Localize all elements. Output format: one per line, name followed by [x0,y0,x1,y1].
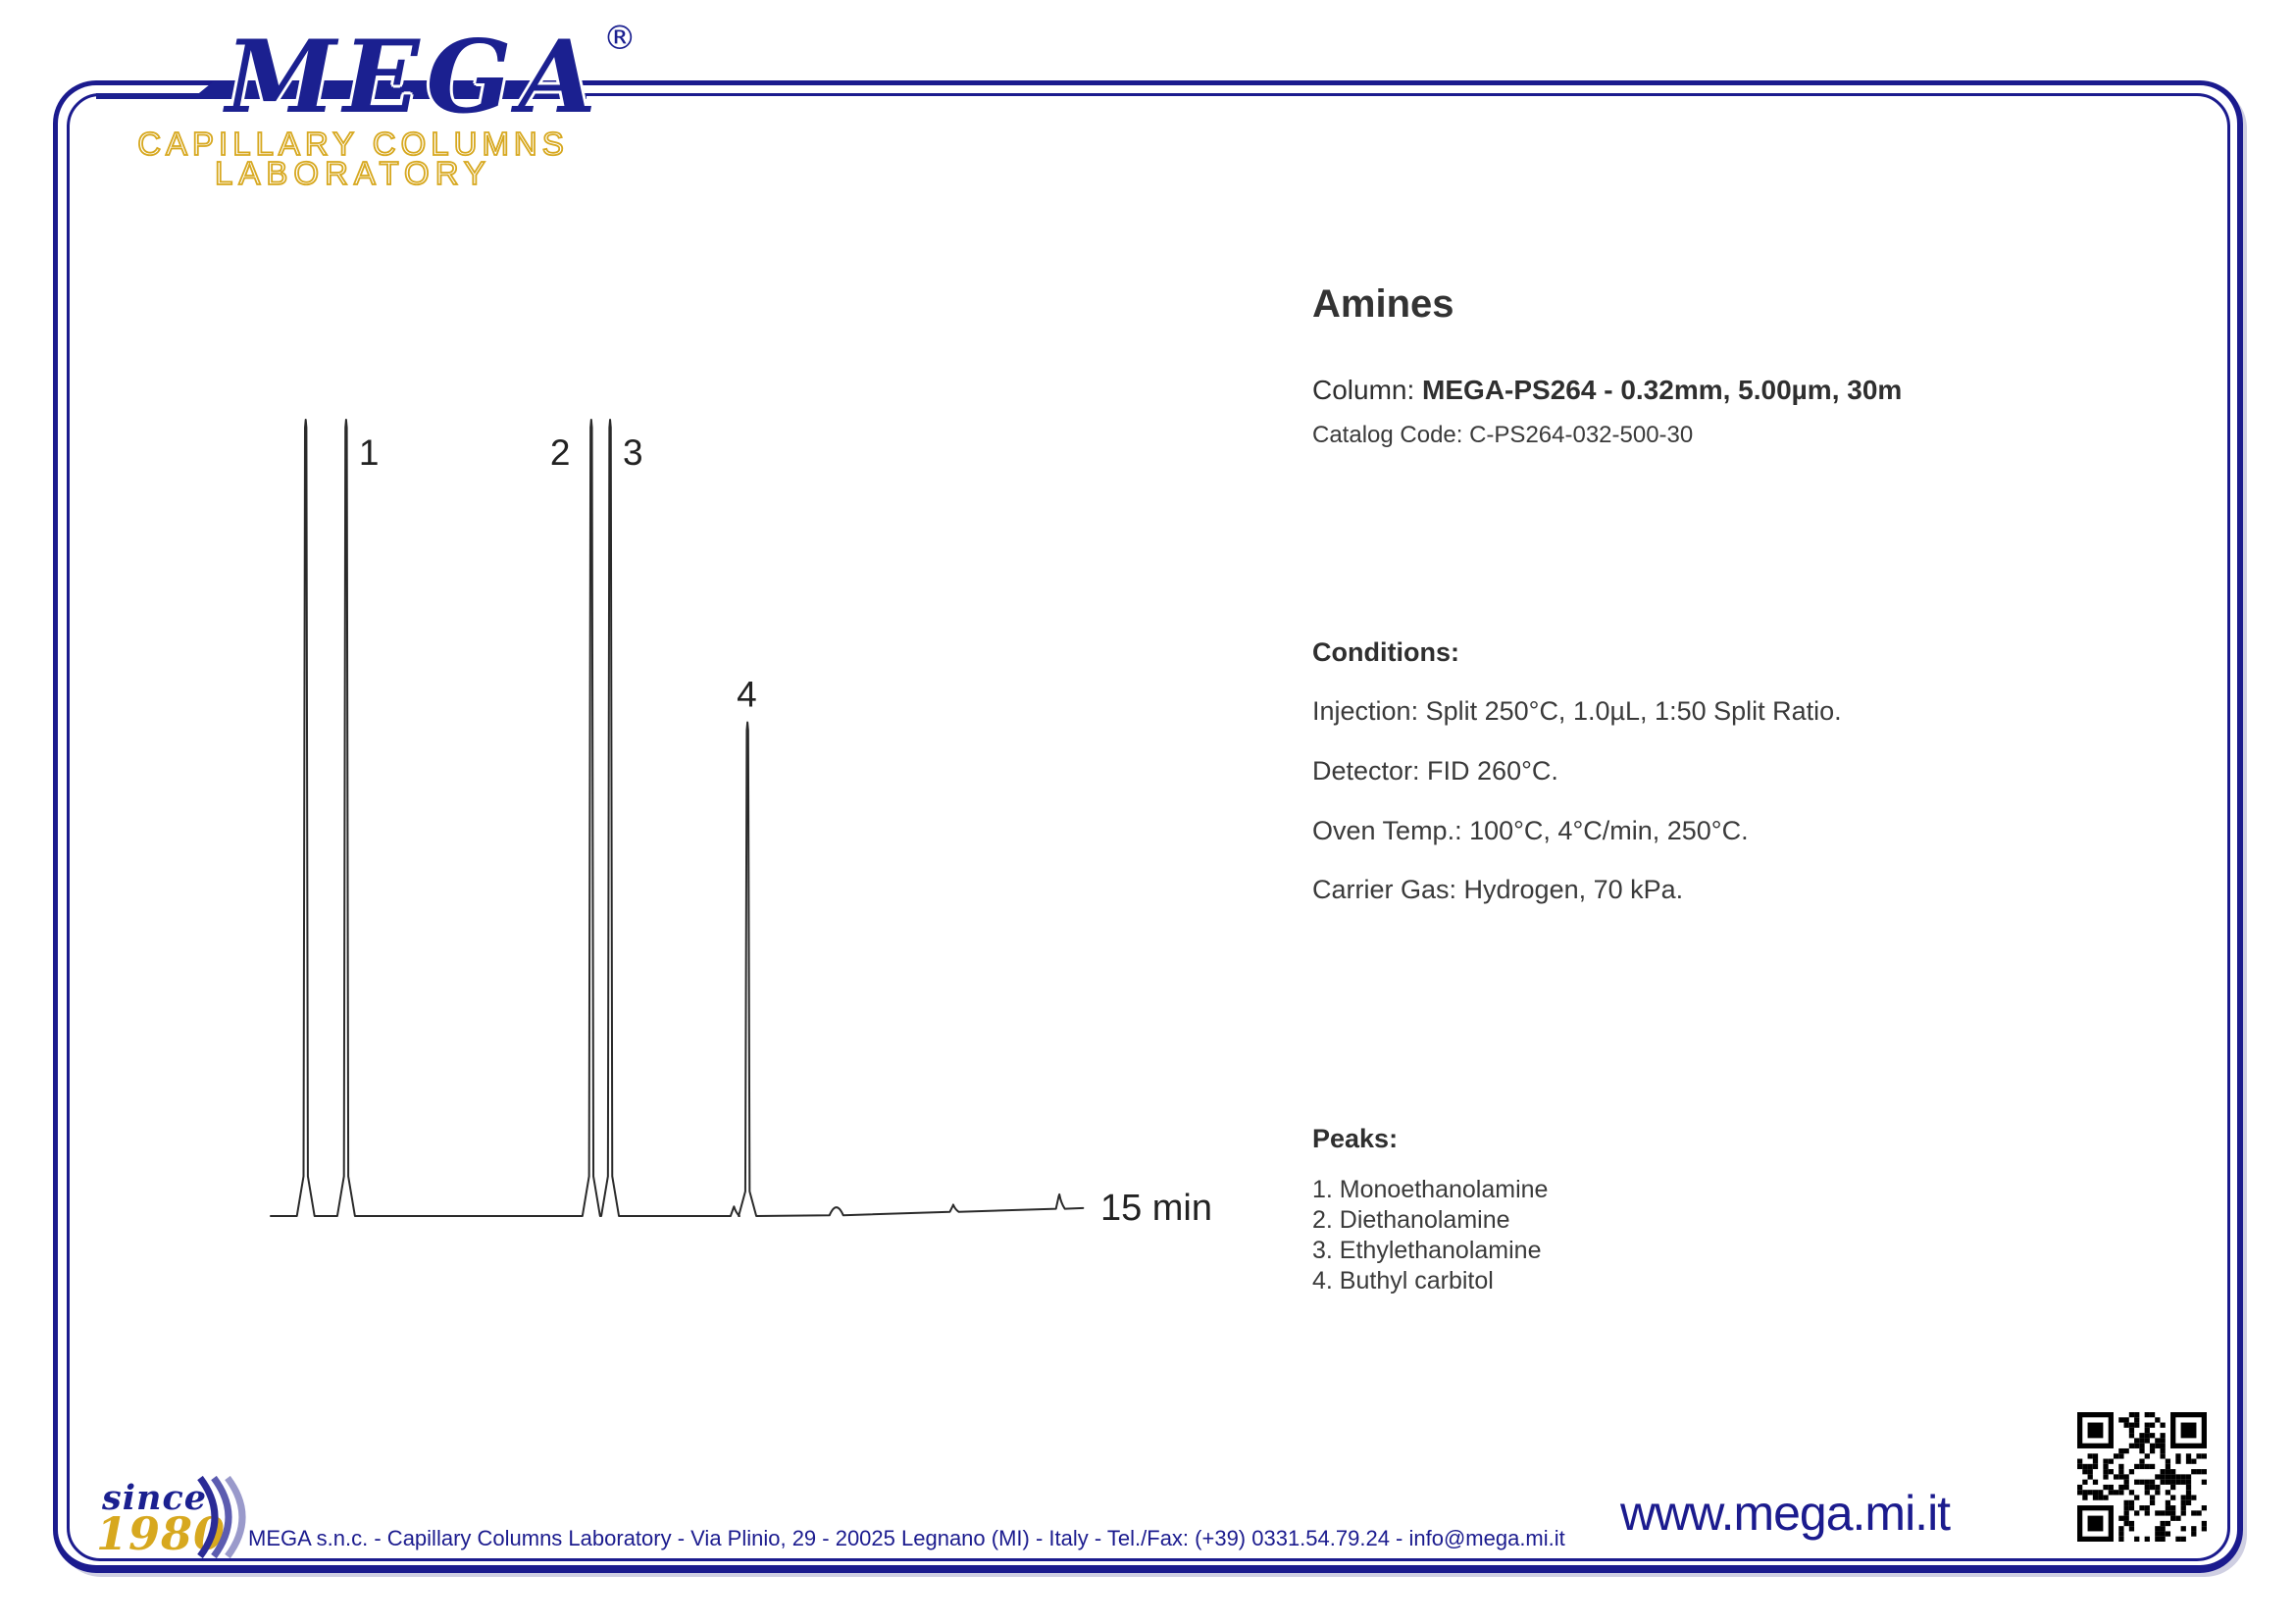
peaks-heading: Peaks: [1312,1124,1399,1153]
chromatogram [177,392,1304,1275]
since-1980-logo [96,1476,263,1560]
footer-address: MEGA s.n.c. - Capillary Columns Laboratory - Via Plinio, 29 - 20025 Legnano (MI) - Italy - Tel./Fax: (+39) 0331.54.79.24 - info@mega.mi.it [248,1526,1565,1550]
condition-detector: Detector: FID 260°C. [1312,756,1558,786]
peak-list-item-2: 2. Diethanolamine [1312,1206,1510,1234]
website-link[interactable]: www.mega.mi.it [1620,1486,1951,1541]
logo-brand-text: MEGA [226,19,603,136]
chromatogram-trace [271,420,1083,1216]
sample-title: Amines [1312,282,1454,326]
peak-label-1: 1 [358,432,380,473]
logo-tagline-line1: CAPILLARY COLUMNS [137,126,569,162]
since-label: since [102,1478,208,1518]
x-axis-end-label: 15 min [1099,1188,1213,1229]
logo-wordmark [226,19,637,136]
chromatogram-labels [359,432,1212,1229]
logo-tagline [118,126,588,191]
catalog-code: Catalog Code: C-PS264-032-500-30 [1312,422,1694,448]
qr-code [2077,1412,2207,1542]
registered-trademark-icon: ® [602,19,637,58]
peak-label-2: 2 [549,432,571,473]
column-label: Column: [1312,375,1423,405]
since-year: 1980 [96,1507,227,1560]
condition-carrier-gas: Carrier Gas: Hydrogen, 70 kPa. [1312,875,1684,904]
peak-list-item-3: 3. Ethylethanolamine [1312,1237,1542,1264]
column-value: MEGA-PS264 - 0.32mm, 5.00µm, 30m [1422,375,1903,405]
peak-list-item-4: 4. Buthyl carbitol [1312,1267,1494,1294]
logo-tagline-line2: LABORATORY [215,155,491,191]
peak-list-item-1: 1. Monoethanolamine [1312,1176,1549,1203]
peak-label-3: 3 [623,432,643,473]
conditions-heading: Conditions: [1312,637,1459,667]
mega-logo [88,14,637,191]
condition-injection: Injection: Split 250°C, 1.0µL, 1:50 Split Ratio. [1312,696,1842,726]
peak-label-4: 4 [737,674,757,715]
condition-oven-temp: Oven Temp.: 100°C, 4°C/min, 250°C. [1312,816,1749,845]
